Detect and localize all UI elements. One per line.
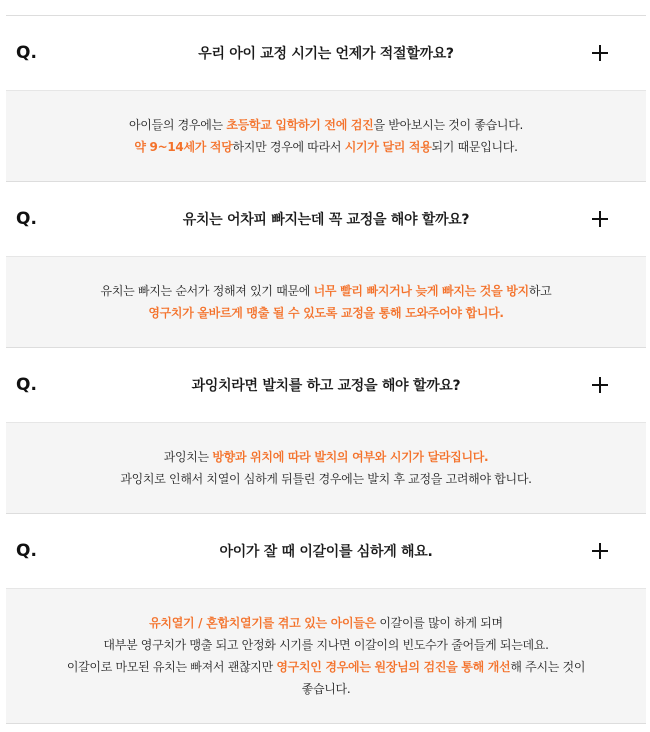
answer-line [134, 136, 517, 158]
faq-question-text: 아이가 잘 때 이갈이를 심하게 해요. [219, 544, 433, 560]
answer-text: 해 주시는 것이 [510, 660, 586, 674]
answer-line [148, 302, 503, 324]
faq-question-header[interactable] [6, 514, 646, 588]
answer-highlight: 영구치인 경우에는 원장님의 검진을 통해 개선 [276, 660, 511, 674]
answer-text: 하고 [528, 284, 552, 298]
faq-question-header[interactable] [6, 16, 646, 90]
plus-icon[interactable] [592, 543, 608, 559]
question-mark-label: Q. [16, 375, 37, 395]
question-mark-label: Q. [16, 541, 37, 561]
answer-highlight: 약 9~14세가 적당 [134, 140, 233, 154]
answer-text: 되기 때문입니다. [431, 140, 518, 154]
answer-line [302, 678, 351, 700]
faq-answer [6, 588, 646, 724]
answer-text: 을 받아보시는 것이 좋습니다. [373, 118, 524, 132]
answer-line [164, 446, 489, 468]
faq-item [6, 16, 646, 182]
question-mark-label: Q. [16, 209, 37, 229]
answer-text: 과잉치는 [163, 450, 213, 464]
answer-text: 유치는 빠지는 순서가 정해져 있기 때문에 [100, 284, 314, 298]
answer-line [67, 656, 585, 678]
answer-line [129, 114, 523, 136]
answer-highlight: 방향과 위치에 따라 발치의 여부와 시기가 달라집니다. [212, 450, 489, 464]
faq-item [6, 514, 646, 724]
answer-text: 좋습니다. [301, 682, 351, 696]
faq-item [6, 182, 646, 348]
question-mark-label: Q. [16, 43, 37, 63]
plus-icon[interactable] [592, 45, 608, 61]
plus-icon[interactable] [592, 211, 608, 227]
answer-highlight: 영구치가 올바르게 맹출 될 수 있도록 교정을 통해 도와주어야 합니다. [148, 306, 504, 320]
answer-line [120, 468, 531, 490]
answer-highlight: 초등학교 입학하기 전에 검진 [226, 118, 374, 132]
plus-icon[interactable] [592, 377, 608, 393]
faq-item [6, 348, 646, 514]
answer-text: 과잉치로 인해서 치열이 심하게 뒤틀린 경우에는 발치 후 교정을 고려해야 합니다. [120, 472, 532, 486]
answer-highlight: 시기가 달리 적용 [344, 140, 432, 154]
faq-question-header[interactable] [6, 348, 646, 422]
faq-list [6, 15, 646, 724]
answer-line [101, 280, 552, 302]
answer-text: 대부분 영구치가 맹출 되고 안정화 시기를 지나면 이갈이의 빈도수가 줄어들게 되는데요. [103, 638, 549, 652]
answer-text: 하지만 경우에 따라서 [232, 140, 345, 154]
answer-text: 이갈이를 많이 하게 되며 [375, 616, 503, 630]
answer-text: 아이들의 경우에는 [128, 118, 227, 132]
faq-question-text: 우리 아이 교정 시기는 언제가 적절할까요? [198, 46, 454, 62]
answer-line [103, 634, 548, 656]
faq-answer [6, 422, 646, 514]
faq-answer [6, 256, 646, 348]
answer-text: 이갈이로 마모된 유치는 빠져서 괜찮지만 [66, 660, 277, 674]
faq-answer [6, 90, 646, 182]
faq-question-header[interactable] [6, 182, 646, 256]
answer-highlight: 너무 빨리 빠지거나 늦게 빠지는 것을 방지 [313, 284, 529, 298]
faq-question-text: 유치는 어차피 빠지는데 꼭 교정을 해야 할까요? [182, 212, 470, 228]
answer-line [149, 612, 503, 634]
answer-highlight: 유치열기 / 혼합치열기를 겪고 있는 아이들은 [149, 616, 376, 630]
faq-question-text: 과잉치라면 발치를 하고 교정을 해야 할까요? [191, 378, 461, 394]
